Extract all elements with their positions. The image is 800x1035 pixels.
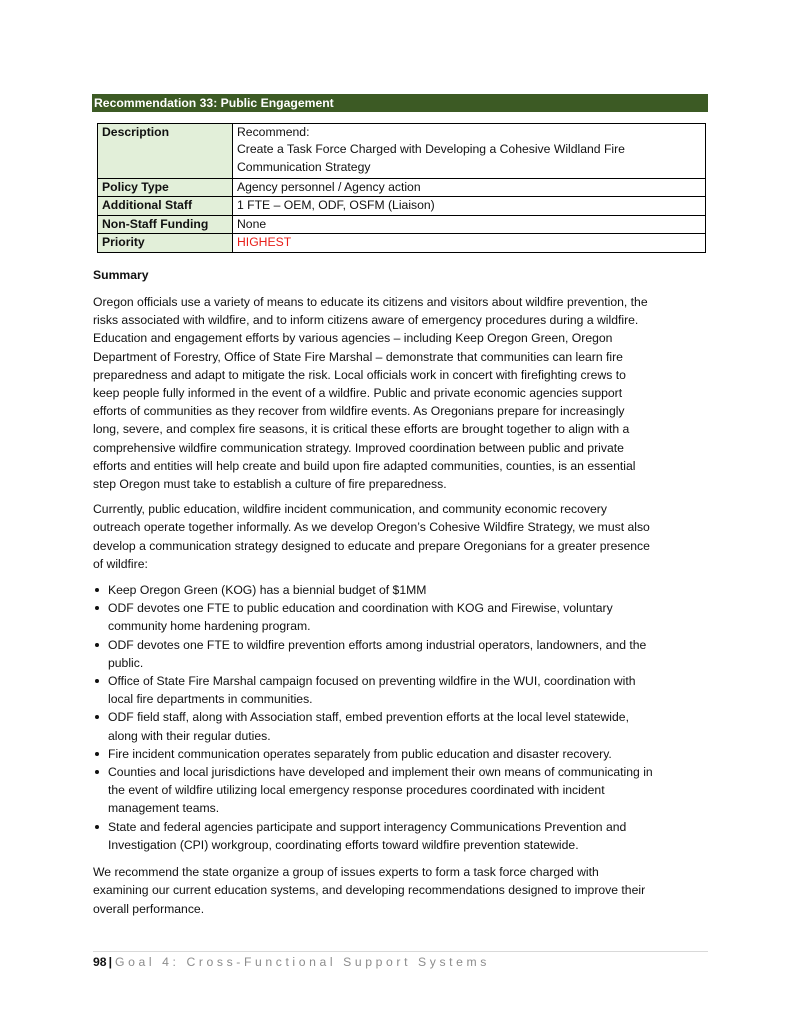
list-item xyxy=(93,672,709,708)
list-item xyxy=(93,763,709,818)
text-line: Keep Oregon Green (KOG) has a biennial budget of $1MM xyxy=(108,583,427,598)
additional-staff-value: 1 FTE – OEM, ODF, OSFM (Liaison) xyxy=(233,197,706,215)
text-line: Office of State Fire Marshal campaign focused on preventing wildfire in the WUI, coordination with xyxy=(108,674,636,689)
page-footer xyxy=(93,954,490,970)
list-item xyxy=(93,636,709,672)
page-number: 98 xyxy=(93,955,107,969)
table-row-description xyxy=(98,124,706,179)
recommendation-title-bar xyxy=(92,94,708,112)
summary-paragraph-2 xyxy=(93,500,709,573)
section-title: Goal 4: Cross-Functional Support Systems xyxy=(114,955,490,969)
current-efforts-list xyxy=(93,581,709,854)
bullet-icon xyxy=(95,752,99,756)
text-line: Fire incident communication operates separately from public education and disaster recovery. xyxy=(108,746,612,761)
text-line: Education and engagement efforts by various agencies – including Keep Oregon Green, Oregon xyxy=(93,331,613,346)
bullet-icon xyxy=(95,588,99,592)
text-line: efforts of communities as they recover from wildfire events. As Oregonians prepare for increasingly xyxy=(93,404,625,419)
description-line: Communication Strategy xyxy=(237,159,371,174)
text-line: develop a communication strategy designed to educate and prepare Oregonians for a greater presence xyxy=(93,538,650,553)
description-line: Recommend: xyxy=(237,125,310,139)
policy-type-label: Policy Type xyxy=(98,179,233,197)
summary-section xyxy=(93,266,709,925)
text-line: management teams. xyxy=(108,801,220,816)
text-line: ODF devotes one FTE to public education and coordination with KOG and Firewise, voluntary xyxy=(108,601,613,616)
description-value xyxy=(233,124,706,179)
table-row-policy-type xyxy=(98,179,706,197)
bullet-icon xyxy=(95,825,99,829)
summary-paragraph-1 xyxy=(93,293,709,493)
text-line: Investigation (CPI) workgroup, coordinating efforts toward wildfire prevention statewide. xyxy=(108,837,579,852)
text-line: along with their regular duties. xyxy=(108,728,271,743)
text-line: step Oregon must take to establish a culture of fire preparedness. xyxy=(93,477,447,492)
text-line: public. xyxy=(108,655,144,670)
summary-heading: Summary xyxy=(93,268,149,282)
text-line: of wildfire: xyxy=(93,556,148,571)
priority-label: Priority xyxy=(98,234,233,252)
summary-paragraph-3 xyxy=(93,863,709,918)
text-line: comprehensive wildfire communication strategy. Improved coordination between public and private xyxy=(93,440,624,455)
policy-type-value: Agency personnel / Agency action xyxy=(233,179,706,197)
footer-separator: | xyxy=(108,955,112,969)
recommendation-details-table xyxy=(97,123,706,253)
non-staff-funding-value: None xyxy=(233,215,706,233)
text-line: State and federal agencies participate and support interagency Communications Prevention and xyxy=(108,819,627,834)
list-item xyxy=(93,818,709,854)
description-line: Create a Task Force Charged with Developing a Cohesive Wildland Fire xyxy=(237,142,625,157)
text-line: outreach operate together informally. As we develop Oregon’s Cohesive Wildfire Strategy, we must also xyxy=(93,520,650,535)
text-line: long, severe, and complex fire seasons, it is critical these efforts are brought together to align with a xyxy=(93,422,630,437)
text-line: Department of Forestry, Office of State Fire Marshal – demonstrate that communities can learn fire xyxy=(93,349,623,364)
text-line: Currently, public education, wildfire incident communication, and community economic recovery xyxy=(93,502,607,517)
description-label: Description xyxy=(98,124,233,179)
priority-value: HIGHEST xyxy=(233,234,706,252)
text-line: ODF devotes one FTE to wildfire prevention efforts among industrial operators, landowners, and the xyxy=(108,637,647,652)
list-item xyxy=(93,599,709,635)
text-line: We recommend the state organize a group of issues experts to form a task force charged with xyxy=(93,865,599,880)
additional-staff-label: Additional Staff xyxy=(98,197,233,215)
text-line: risks associated with wildfire, and to inform citizens aware of emergency procedures during a wildfire. xyxy=(93,313,639,328)
bullet-icon xyxy=(95,643,99,647)
text-line: community home hardening program. xyxy=(108,619,311,634)
text-line: efforts and entities will help create and build upon fire adapted communities, counties, is an essential xyxy=(93,458,636,473)
bullet-icon xyxy=(95,715,99,719)
footer-divider xyxy=(93,951,708,952)
list-item xyxy=(93,708,709,744)
text-line: preparedness and adapt to mitigate the risk. Local officials work in concert with firefighting crews to xyxy=(93,367,626,382)
table-row-additional-staff xyxy=(98,197,706,215)
text-line: the event of wildfire utilizing local emergency response procedures coordinated with incident xyxy=(108,783,605,798)
text-line: examining our current education systems, and developing recommendations designed to improve their xyxy=(93,883,646,898)
bullet-icon xyxy=(95,606,99,610)
recommendation-title: Recommendation 33: Public Engagement xyxy=(94,96,334,110)
list-item xyxy=(93,581,709,599)
bullet-icon xyxy=(95,679,99,683)
text-line: local fire departments in communities. xyxy=(108,692,313,707)
text-line: Counties and local jurisdictions have developed and implement their own means of communicating in xyxy=(108,765,653,780)
bullet-icon xyxy=(95,770,99,774)
text-line: Oregon officials use a variety of means to educate its citizens and visitors about wildfire prevention, the xyxy=(93,295,648,309)
table-row-priority xyxy=(98,234,706,252)
text-line: keep people fully informed in the event of a wildfire. Public and private economic agencies support xyxy=(93,386,623,401)
non-staff-funding-label: Non-Staff Funding xyxy=(98,215,233,233)
list-item xyxy=(93,745,709,763)
text-line: ODF field staff, along with Association staff, embed prevention efforts at the local level statewide, xyxy=(108,710,629,725)
table-row-non-staff-funding xyxy=(98,215,706,233)
text-line: overall performance. xyxy=(93,901,205,916)
